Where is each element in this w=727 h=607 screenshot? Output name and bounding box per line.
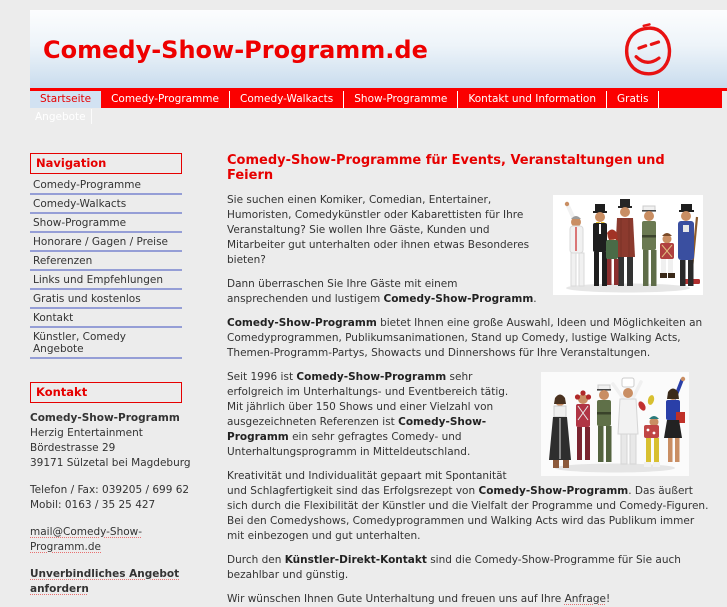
site-title: Comedy-Show-Programm.de (43, 36, 428, 64)
contact-line: 39171 Sülzetal bei Magdeburg (30, 457, 191, 469)
tab-startseite[interactable]: Startseite (30, 91, 101, 108)
nav-row2-divider (91, 109, 92, 124)
sidebar-nav-list (30, 176, 182, 359)
performers-group-photo-1 (553, 195, 703, 295)
paragraph-direct-contact: Durch den Künstler-Direkt-Kontakt sind die Comedy-Show-Programme für Sie auch bezahlbar und günstig. (227, 554, 681, 581)
paragraph-offer: Comedy-Show-Programm bietet Ihnen eine große Auswahl, Ideen und Möglichkeiten an Comedyprogrammen, Publikumsanimationen, Stand up Comedy, lustige Walking Acts, Themen-Programm-Partys, Showacts und Dinnershows für Ihre Veranstaltungen. (227, 317, 703, 359)
page-title: Comedy-Show-Programme für Events, Veranstaltungen und Feiern (227, 153, 665, 183)
navbar-filler (659, 91, 722, 108)
emphasized-text: Comedy-Show-Programm (478, 485, 629, 497)
emphasized-text: Comedy-Show-Programm (227, 317, 377, 329)
paragraph-creativity: Kreativität und Individualität gepaart mit Spontanität und Schlagfertigkeit sind das Erfolgsrezept von Comedy-Show-Programm. Das äußert sich durch die Flexibilität der Künstler und die Vielfalt der Programme und Comedy-Figuren. Bei den Comedyshows, Comedyprogrammen und Walking Acts wird das Publikum immer mit einbezogen und gut unterhalten. (227, 470, 709, 542)
tab-angebote[interactable]: Angebote (35, 110, 86, 123)
sidebar (30, 153, 195, 597)
contact-mobile: Mobil: 0163 / 35 25 427 (30, 499, 156, 511)
email-link[interactable]: mail@Comedy-Show-Programm.de (30, 526, 143, 553)
tab-show-programme[interactable]: Show-Programme (344, 91, 458, 108)
page-container (30, 10, 727, 607)
anfrage-link[interactable]: Anfrage (564, 593, 606, 605)
paragraph-history: Seit 1996 ist Comedy-Show-Programm sehr erfolgreich im Unterhaltungs- und Eventbereich tätig. Mit jährlich über 150 Shows und einer Vielzahl von ausgezeichneten Referenzen ist Comedy-Show-Programm ein sehr gefragtes Comedy- und Unterhaltungsprogramm in Mitteldeutschland. (227, 371, 509, 458)
sidebar-item-comedy-programme[interactable]: Comedy-Programme (30, 176, 182, 195)
emphasized-text: Comedy-Show-Programm (296, 371, 447, 383)
sidebar-item-gratis-und-kostenlos[interactable]: Gratis und kostenlos (30, 290, 182, 309)
main-content (227, 153, 727, 607)
tab-comedy-walkacts[interactable]: Comedy-Walkacts (230, 91, 344, 108)
emphasized-text: Comedy-Show-Programm (383, 293, 534, 305)
paragraph-surprise: Dann überraschen Sie Ihre Gäste mit einem ansprechenden und lustigem Comedy-Show-Programm. (227, 278, 537, 305)
contact-company: Comedy-Show-Programm (30, 412, 180, 424)
sidebar-item-comedy-walkacts[interactable]: Comedy-Walkacts (30, 195, 182, 214)
sidebar-item-links-und-empfehlungen[interactable]: Links und Empfehlungen (30, 271, 182, 290)
smiley-logo-icon (620, 21, 677, 81)
top-navigation-row2 (30, 108, 727, 125)
contact-block (30, 411, 195, 597)
sidebar-item-referenzen[interactable]: Referenzen (30, 252, 182, 271)
content-columns (30, 153, 727, 607)
sidebar-item-show-programme[interactable]: Show-Programme (30, 214, 182, 233)
contact-line: Bördestrasse 29 (30, 442, 116, 454)
tab-kontakt-und-information[interactable]: Kontakt und Information (458, 91, 607, 108)
emphasized-text: Comedy-Show-Programm (227, 416, 487, 443)
emphasized-text: Künstler-Direkt-Kontakt (284, 554, 427, 566)
navigation-heading: Navigation (30, 153, 182, 174)
paragraph-intro: Sie suchen einen Komiker, Comedian, Entertainer, Humoristen, Comedykünstler oder Kabarettisten für Ihre Veranstaltung? Sie wollen Ihre Gäste, Kunden und Mitarbeiter gut unterhalten oder ihnen etwas Besonderes bieten? (227, 194, 530, 266)
contact-heading: Kontakt (30, 382, 182, 403)
performers-group-photo-2 (541, 372, 689, 476)
sidebar-item-honorare-gagen-preise[interactable]: Honorare / Gagen / Preise (30, 233, 182, 252)
contact-line: Herzig Entertainment (30, 427, 143, 439)
request-offer-link[interactable]: Unverbindliches Angebot anfordern (30, 568, 180, 595)
site-header (30, 10, 727, 88)
sidebar-item-kuenstler-comedy-angebote[interactable]: Künstler, Comedy Angebote (30, 328, 182, 359)
paragraph-closing: Wir wünschen Ihnen Gute Unterhaltung und freuen uns auf Ihre Anfrage! (227, 593, 611, 605)
contact-phone: Telefon / Fax: 039205 / 699 62 (30, 484, 190, 496)
top-navigation (30, 88, 727, 108)
tab-comedy-programme[interactable]: Comedy-Programme (101, 91, 230, 108)
sidebar-item-kontakt[interactable]: Kontakt (30, 309, 182, 328)
tab-gratis[interactable]: Gratis (607, 91, 659, 108)
